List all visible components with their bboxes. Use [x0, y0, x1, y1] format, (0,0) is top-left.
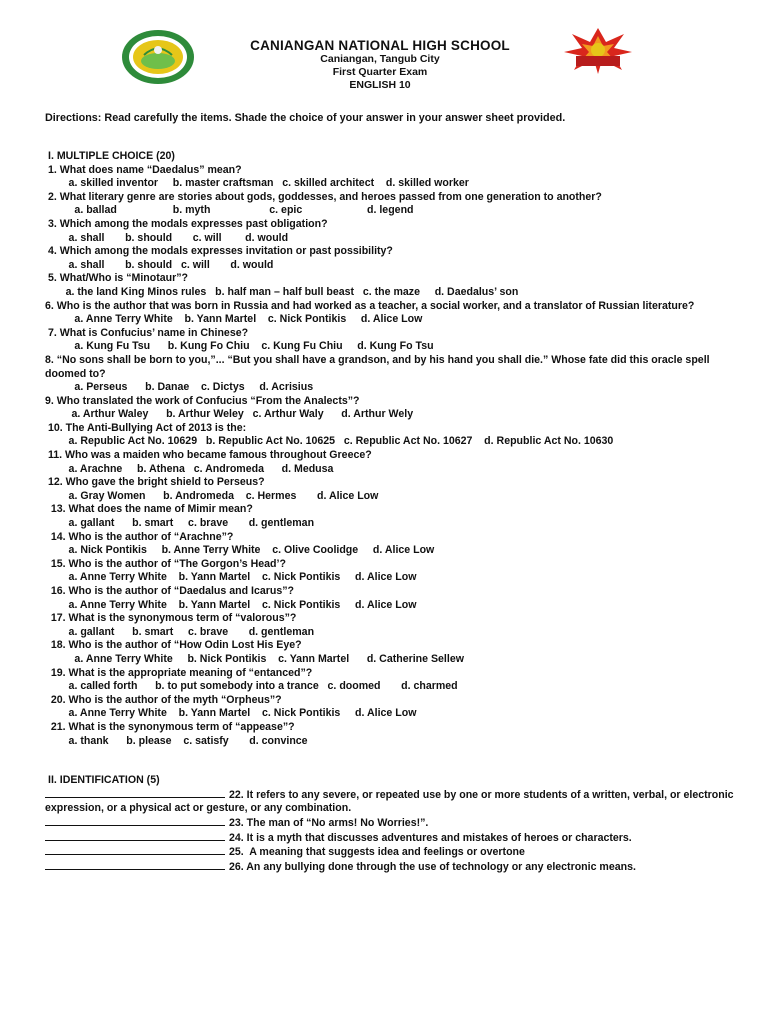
choices-2: a. ballad b. myth c. epic d. legend — [45, 204, 414, 217]
question-14: 14. Who is the author of “Arachne”? — [45, 530, 234, 543]
identification-text: 26. An any bullying done through the use of technology or any electronic means. — [229, 860, 636, 873]
school-name: CANIANGAN NATIONAL HIGH SCHOOL — [250, 38, 510, 53]
school-seal-icon — [120, 28, 196, 86]
identification-text: 23. The man of “No arms! No Worries!”. — [229, 816, 429, 829]
identification-text: 24. It is a myth that discusses adventures and mistakes of heroes or characters. — [229, 831, 632, 844]
question-3: 3. Which among the modals expresses past obligation? — [45, 217, 328, 230]
choices-4: a. shall b. should c. will d. would — [45, 258, 274, 271]
question-5: 5. What/Who is “Minotaur”? — [45, 272, 189, 285]
identification-item — [45, 831, 735, 846]
question-10: 10. The Anti-Bullying Act of 2013 is the: — [45, 421, 247, 434]
choices-7: a. Kung Fu Tsu b. Kung Fo Chiu c. Kung Fu Chiu d. Kung Fo Tsu — [45, 340, 434, 353]
identification-text: 22. It refers to any severe, or repeated use by one or more students of a written, verbal, or electronic expression, or a physical act or gesture, or any combination. — [45, 788, 737, 815]
exam-body — [45, 150, 735, 874]
choices-17: a. gallant b. smart c. brave d. gentleman — [45, 625, 315, 638]
choices-21: a. thank b. please c. satisfy d. convince — [45, 734, 308, 747]
identification-item — [45, 788, 735, 816]
multiple-choice-title: I. MULTIPLE CHOICE (20) — [48, 150, 175, 162]
answer-blank[interactable] — [45, 831, 225, 841]
question-15: 15. Who is the author of “The Gorgon’s Head’? — [45, 557, 286, 570]
question-2: 2. What literary genre are stories about gods, goddesses, and heroes passed from one generation to another? — [45, 190, 602, 203]
question-1: 1. What does name “Daedalus” mean? — [45, 163, 242, 176]
identification-title: II. IDENTIFICATION (5) — [48, 774, 160, 787]
choices-5: a. the land King Minos rules b. half man – half bull beast c. the maze d. Daedalus’ son — [45, 285, 519, 298]
identification-list — [45, 788, 735, 875]
answer-blank[interactable] — [45, 860, 225, 870]
answer-blank[interactable] — [45, 845, 225, 855]
question-13: 13. What does the name of Mimir mean? — [45, 503, 253, 516]
choices-1: a. skilled inventor b. master craftsman c. skilled architect d. skilled worker — [45, 177, 469, 190]
identification-item — [45, 845, 735, 860]
answer-blank[interactable] — [45, 788, 225, 798]
question-20: 20. Who is the author of the myth “Orpheus”? — [45, 693, 282, 706]
choices-11: a. Arachne b. Athena c. Andromeda d. Medusa — [45, 462, 334, 475]
school-heading — [200, 38, 560, 92]
question-18: 18. Who is the author of “How Odin Lost His Eye? — [45, 639, 302, 652]
choices-8: a. Perseus b. Danae c. Dictys d. Acrisius — [45, 381, 314, 394]
exam-header — [0, 0, 768, 110]
question-7: 7. What is Confucius’ name in Chinese? — [45, 326, 249, 339]
question-19: 19. What is the appropriate meaning of “entanced”? — [45, 666, 313, 679]
question-12: 12. Who gave the bright shield to Perseus? — [45, 476, 265, 489]
choices-13: a. gallant b. smart c. brave d. gentleman — [45, 517, 315, 530]
subject-name: ENGLISH 10 — [349, 79, 411, 91]
identification-item — [45, 860, 735, 875]
choices-15: a. Anne Terry White b. Yann Martel c. Nick Pontikis d. Alice Low — [45, 571, 417, 584]
question-11: 11. Who was a maiden who became famous throughout Greece? — [45, 449, 372, 462]
answer-blank[interactable] — [45, 816, 225, 826]
choices-6: a. Anne Terry White b. Yann Martel c. Nick Pontikis d. Alice Low — [45, 313, 423, 326]
choices-14: a. Nick Pontikis b. Anne Terry White c. Olive Coolidge d. Alice Low — [45, 544, 435, 557]
question-9: 9. Who translated the work of Confucius “From the Analects”? — [45, 394, 360, 407]
question-16: 16. Who is the author of “Daedalus and Icarus”? — [45, 585, 294, 597]
choices-19: a. called forth b. to put somebody into a trance c. doomed d. charmed — [45, 680, 458, 693]
choices-20: a. Anne Terry White b. Yann Martel c. Nick Pontikis d. Alice Low — [45, 707, 417, 720]
school-location: Caniangan, Tangub City — [320, 53, 440, 65]
choices-10: a. Republic Act No. 10629 b. Republic Act No. 10625 c. Republic Act No. 10627 d. Republic Act No. 10630 — [45, 435, 614, 448]
choices-12: a. Gray Women b. Andromeda c. Hermes d. Alice Low — [45, 489, 379, 502]
identification-item — [45, 816, 735, 831]
directions: Directions: Read carefully the items. Shade the choice of your answer in your answer sheet provided. — [45, 112, 566, 124]
choices-9: a. Arthur Waley b. Arthur Weley c. Arthur Waly d. Arthur Wely — [45, 408, 414, 421]
choices-16: a. Anne Terry White b. Yann Martel c. Nick Pontikis d. Alice Low — [45, 598, 417, 611]
exam-name: First Quarter Exam — [332, 66, 428, 78]
identification-text: 25. A meaning that suggests idea and feelings or overtone — [229, 846, 525, 859]
question-4: 4. Which among the modals expresses invitation or past possibility? — [45, 245, 393, 258]
star-emblem-icon — [562, 26, 634, 76]
multiple-choice-list — [45, 164, 735, 749]
question-17: 17. What is the synonymous term of “valorous”? — [45, 612, 297, 625]
question-21: 21. What is the synonymous term of “appease”? — [45, 720, 295, 733]
question-8: 8. “No sons shall be born to you,”... “But you shall have a grandson, and by his hand you shall die.” Whose fate did this oracle spell doomed to? — [45, 353, 710, 380]
choices-3: a. shall b. should c. will d. would — [45, 231, 289, 244]
choices-18: a. Anne Terry White b. Nick Pontikis c. Yann Martel d. Catherine Sellew — [45, 652, 464, 665]
question-6: 6. Who is the author that was born in Russia and had worked as a teacher, a social worker, and a translator of Russian literature? — [45, 299, 695, 312]
